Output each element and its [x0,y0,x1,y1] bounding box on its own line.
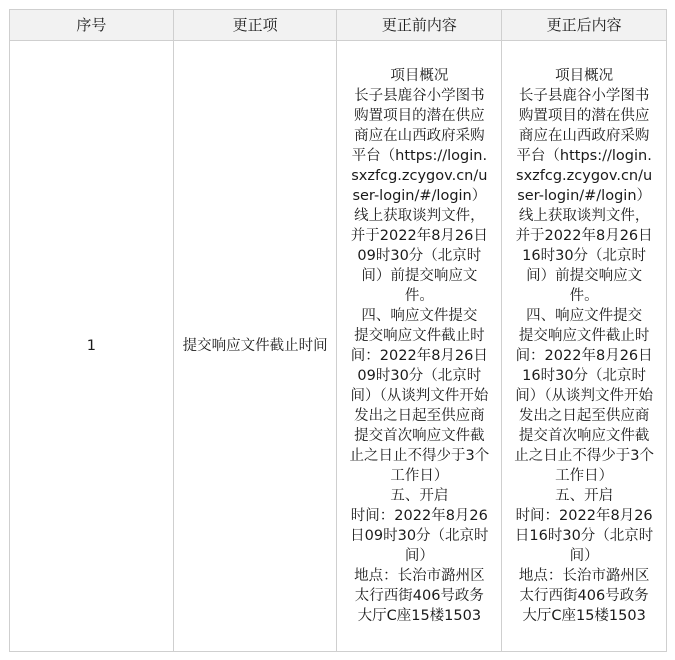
table-header-row [10,10,667,41]
header-content-before: 更正前内容 [337,10,502,41]
cell-corrected-item [173,41,337,652]
correction-table-wrapper [9,9,667,652]
header-corrected-item: 更正项 [173,10,337,41]
content-before-text: 项目概况 长子县鹿谷小学图书购置项目的潜在供应商应在山西政府采购平台（https://login.sxzfcg.zcygov.cn/user-login/#/login）线上获取谈判文件，并于2022年8月26日09时30分（北京时间）前提交响应文件。 四、响应文件提交 提交响应文件截止时间：2022年8月26日09时30分（北京时间）（从谈判文件开始发出之日起至供应商提交首次响应文件截止之日止不得少于3个工作日） 五、开启 时间：2022年8月26日09时30分（北京时间） 地点：长治市潞州区太行西街406号政务大厅C座15楼1503 [349,68,490,624]
header-content-after: 更正后内容 [502,10,667,41]
cell-serial-number: 1 [10,41,174,652]
content-after-text: 项目概况 长子县鹿谷小学图书购置项目的潜在供应商应在山西政府采购平台（https://login.sxzfcg.zcygov.cn/user-login/#/login）线上获取谈判文件，并于2022年8月26日16时30分（北京时间）前提交响应文件。 四、响应文件提交 提交响应文件截止时间：2022年8月26日16时30分（北京时间）（从谈判文件开始发出之日起至供应商提交首次响应文件截止之日止不得少于3个工作日） 五、开启 时间：2022年8月26日16时30分（北京时间） 地点：长治市潞州区太行西街406号政务大厅C座15楼1503 [514,68,654,624]
correction-table [9,9,667,652]
corrected-item-text: 提交响应文件截止时间 [182,338,328,354]
cell-content-after [502,41,667,652]
header-serial-number: 序号 [10,10,174,41]
cell-content-before [337,41,502,652]
table-row [10,41,667,652]
